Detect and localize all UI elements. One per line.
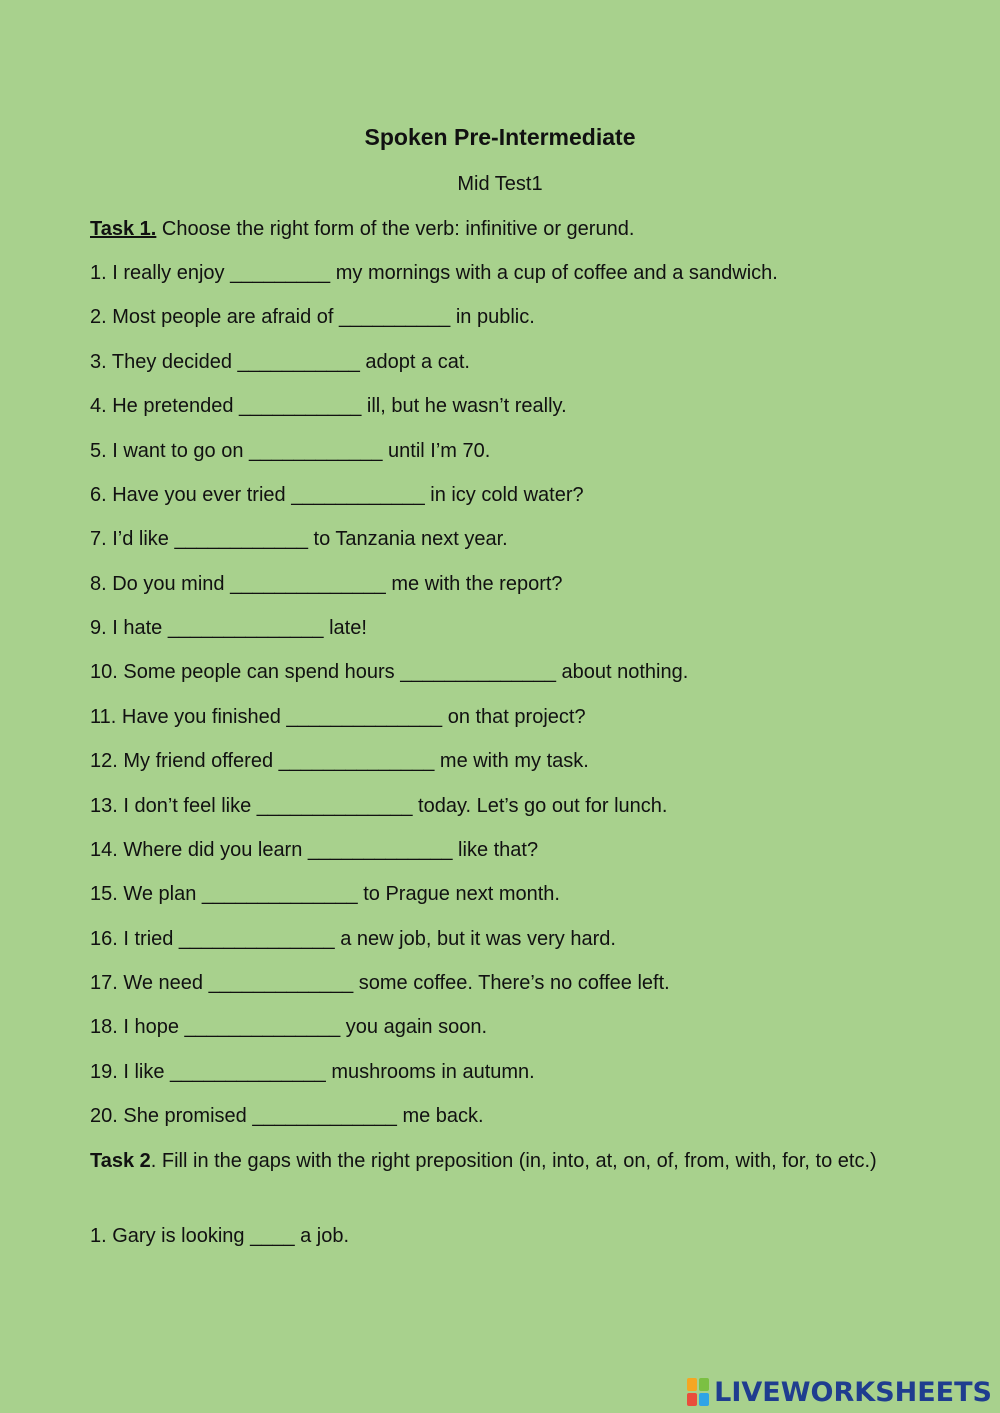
liveworksheets-watermark — [687, 1375, 992, 1409]
task1-instruction: Choose the right form of the verb: infinitive or gerund. — [156, 218, 635, 240]
page-subtitle: Mid Test1 — [457, 173, 543, 195]
task1-item: 3. They decided ___________ adopt a cat. — [90, 351, 470, 373]
task2-heading — [90, 1146, 920, 1176]
task1-item: 17. We need _____________ some coffee. There’s no coffee left. — [90, 972, 670, 994]
task1-item: 12. My friend offered ______________ me with my task. — [90, 750, 589, 772]
liveworksheets-logo-icon — [687, 1377, 711, 1407]
task1-item: 9. I hate ______________ late! — [90, 617, 367, 639]
task1-item: 19. I like ______________ mushrooms in autumn. — [90, 1061, 535, 1083]
page-title: Spoken Pre-Intermediate — [364, 124, 636, 150]
task1-item: 10. Some people can spend hours ______________ about nothing. — [90, 661, 689, 683]
task1-label: Task 1. — [90, 218, 157, 240]
task1-heading — [90, 214, 920, 244]
task1-item: 7. I’d like ____________ to Tanzania next year. — [90, 528, 508, 550]
task1-item: 15. We plan ______________ to Prague next month. — [90, 883, 560, 905]
task1-item: 1. I really enjoy _________ my mornings with a cup of coffee and a sandwich. — [90, 262, 778, 284]
task1-item: 2. Most people are afraid of __________ in public. — [90, 306, 535, 328]
task1-item: 20. She promised _____________ me back. — [90, 1105, 484, 1127]
task1-item: 18. I hope ______________ you again soon. — [90, 1016, 488, 1038]
watermark-text: LIVEWORKSHEETS — [714, 1376, 992, 1408]
task1-item: 8. Do you mind ______________ me with the report? — [90, 573, 563, 595]
task2-item: 1. Gary is looking ____ a job. — [90, 1225, 350, 1247]
task1-item: 16. I tried ______________ a new job, but it was very hard. — [90, 928, 616, 950]
task2-instruction: . Fill in the gaps with the right preposition (in, into, at, on, of, from, with, for, to etc.) — [150, 1150, 877, 1172]
task1-item: 6. Have you ever tried ____________ in icy cold water? — [90, 484, 584, 506]
task1-item: 5. I want to go on ____________ until I’m 70. — [90, 440, 491, 462]
task1-item: 11. Have you finished ______________ on that project? — [90, 706, 586, 728]
task1-item: 13. I don’t feel like ______________ today. Let’s go out for lunch. — [90, 795, 668, 817]
task2-label: Task 2 — [90, 1150, 151, 1172]
task1-item: 4. He pretended ___________ ill, but he wasn’t really. — [90, 395, 567, 417]
task1-item: 14. Where did you learn _____________ like that? — [90, 839, 539, 861]
